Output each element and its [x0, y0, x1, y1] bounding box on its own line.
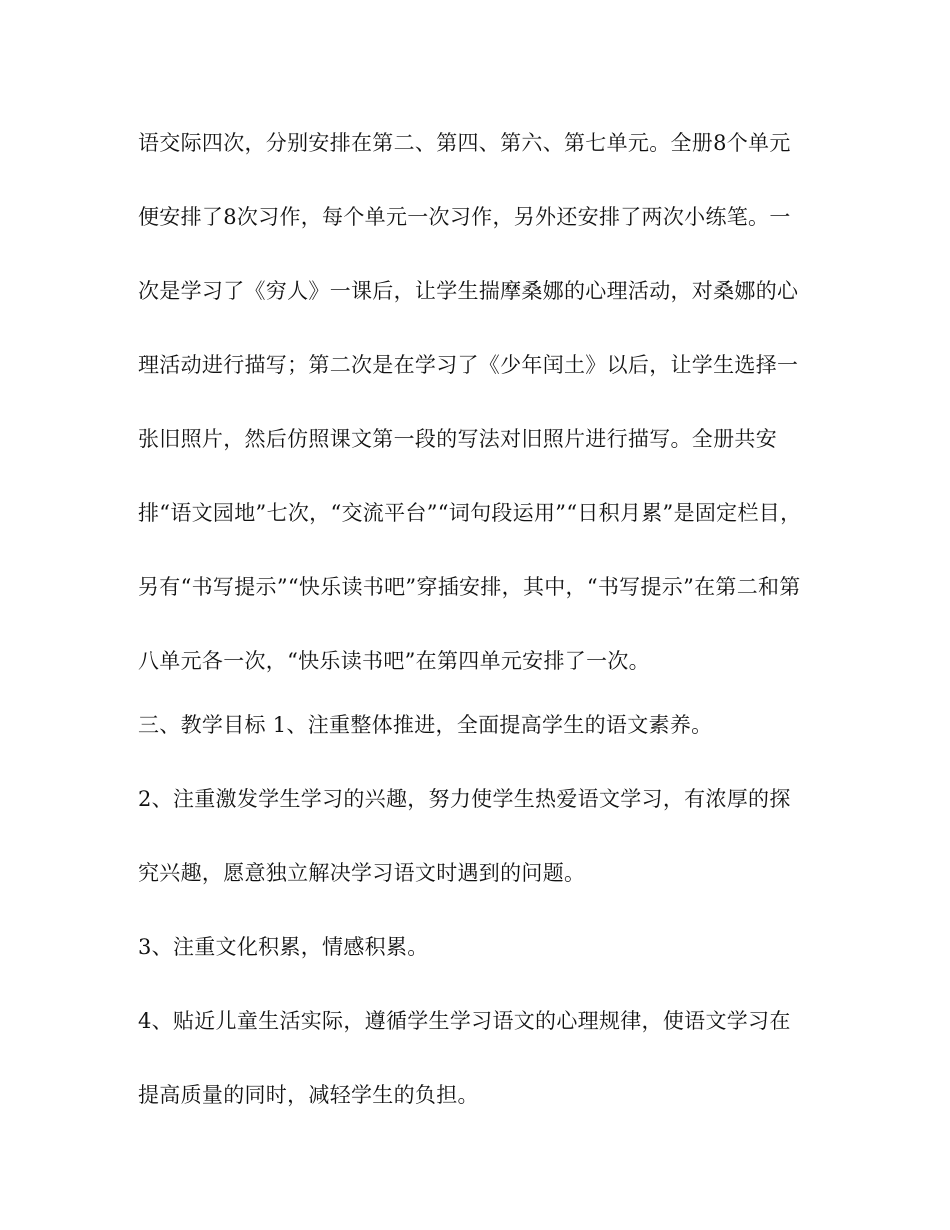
goal-item-line: 3、注重文化积累，情感积累。 — [138, 935, 429, 959]
section-heading-line: 三、教学目标 1、注重整体推进，全面提高学生的语文素养。 — [138, 713, 713, 737]
paragraph-line: 八单元各一次，“快乐读书吧”在第四单元安排了一次。 — [138, 649, 650, 673]
goal-item-line: 2、注重激发学生学习的兴趣，努力使学生热爱语文学习，有浓厚的探 — [138, 787, 791, 811]
paragraph-line: 理活动进行描写；第二次是在学习了《少年闰土》以后，让学生选择一 — [138, 353, 799, 377]
paragraph-line: 便安排了8次习作，每个单元一次习作，另外还安排了两次小练笔。一 — [138, 205, 791, 229]
paragraph-line: 语交际四次，分别安排在第二、第四、第六、第七单元。全册8个单元 — [138, 131, 791, 155]
paragraph-line: 次是学习了《穷人》一课后，让学生揣摩桑娜的心理活动，对桑娜的心 — [138, 279, 799, 303]
goal-item-line: 4、贴近儿童生活实际，遵循学生学习语文的心理规律，使语文学习在 — [138, 1009, 791, 1033]
paragraph-line: 另有“书写提示”“快乐读书吧”穿插安排，其中，“书写提示”在第二和第 — [138, 575, 801, 599]
paragraph-line: 张旧照片，然后仿照课文第一段的写法对旧照片进行描写。全册共安 — [138, 427, 777, 451]
goal-item-line: 提高质量的同时，减轻学生的负担。 — [138, 1083, 479, 1107]
goal-item-line: 究兴趣，愿意独立解决学习语文时遇到的问题。 — [138, 861, 586, 885]
paragraph-line: 排“语文园地”七次，“交流平台”“词句段运用”“日积月累”是固定栏目， — [138, 501, 802, 525]
